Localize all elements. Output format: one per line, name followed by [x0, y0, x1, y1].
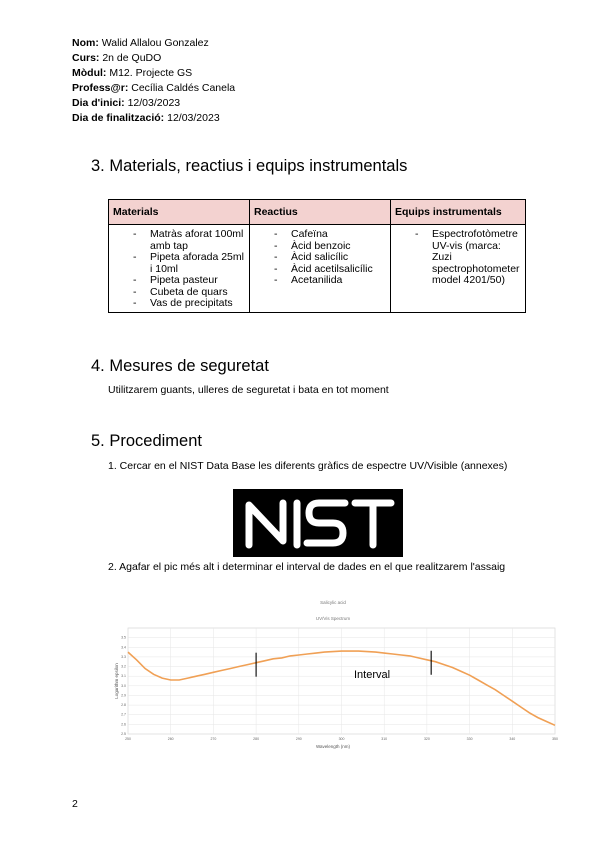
x-tick-label: 350: [552, 737, 558, 741]
header-row-module: Mòdul: M12. Projecte GS: [72, 67, 193, 79]
equips-cell: [391, 225, 526, 313]
y-tick-label: 2.5: [121, 732, 126, 736]
x-tick-label: 280: [253, 737, 260, 741]
section-5-title: 5. Procediment: [91, 432, 202, 450]
list-item: - Vas de precipitats: [113, 298, 245, 310]
list-item: - Pipeta aforada 25ml i 10ml: [113, 252, 245, 275]
header-reactius: Reactius: [250, 200, 391, 225]
x-tick-label: 300: [338, 737, 345, 741]
y-tick-label: 3.0: [121, 683, 126, 688]
section-4-title: 4. Mesures de seguretat: [91, 357, 269, 375]
page-number: 2: [72, 798, 78, 810]
y-tick-label: 2.7: [121, 712, 126, 717]
interval-annotation: Interval: [354, 669, 391, 681]
chart-title: Salicylic acid: [320, 600, 346, 605]
y-tick-label: 3.5: [121, 635, 126, 640]
x-tick-label: 310: [381, 737, 388, 741]
list-item: - Àcid salicílic: [254, 252, 386, 264]
x-axis-label: Wavelength (nm): [315, 744, 351, 749]
list-item: - Matràs aforat 100ml amb tap: [113, 229, 245, 252]
list-item: - Àcid benzoic: [254, 241, 386, 253]
uv-vis-chart: [108, 596, 558, 756]
nist-logo-icon: [233, 489, 403, 557]
y-tick-label: 2.8: [121, 703, 126, 708]
nist-logo: [233, 489, 403, 557]
section-3-title: 3. Materials, reactius i equips instrumentals: [91, 157, 408, 175]
header-equips: Equips instrumentals: [391, 200, 526, 225]
header-row-teacher: Profess@r: Cecília Caldés Canela: [72, 82, 236, 94]
y-tick-label: 3.3: [121, 654, 126, 659]
x-tick-label: 260: [167, 737, 174, 741]
list-item: - Cafeïna: [254, 229, 386, 241]
chart-subtitle: UV/Vis Spectrum: [315, 616, 351, 621]
header-row-end-date: Dia de finalització: 12/03/2023: [72, 112, 220, 124]
list-item: - Acetanilida: [254, 275, 386, 287]
chart-svg: [108, 596, 558, 756]
x-tick-label: 340: [509, 737, 516, 741]
safety-text: Utilitzarem guants, ulleres de seguretat i bata en tot moment: [108, 384, 389, 396]
y-tick-label: 2.6: [121, 722, 126, 727]
header-row-start-date: Dia d'inici: 12/03/2023: [72, 97, 181, 109]
table-header-row: [109, 200, 526, 225]
table-row: [109, 225, 526, 313]
y-tick-label: 3.2: [121, 664, 126, 669]
step-1-text: 1. Cercar en el NIST Data Base les diferents gràfics de espectre UV/Visible (annexes): [108, 460, 508, 472]
x-tick-label: 320: [423, 737, 430, 741]
x-tick-label: 250: [125, 737, 131, 741]
materials-table: [108, 199, 526, 313]
header-materials: Materials: [109, 200, 250, 225]
y-axis-label: Logarithm epsilon: [114, 663, 119, 699]
list-item: - Pipeta pasteur: [113, 275, 245, 287]
header-row-course: Curs: 2n de QuDO: [72, 52, 162, 64]
materials-cell: [109, 225, 250, 313]
y-tick-label: 2.9: [121, 693, 126, 698]
x-tick-label: 270: [210, 737, 217, 741]
list-item: - Espectrofotòmetre UV-vis (marca: Zuzi spectrophotometer model 4201/50): [395, 229, 521, 287]
y-tick-label: 3.4: [121, 645, 126, 650]
list-item: - Cubeta de quars: [113, 287, 245, 299]
x-tick-label: 290: [295, 737, 302, 741]
document-header: [72, 36, 235, 126]
header-row-name: Nom: Walid Allalou Gonzalez: [72, 37, 209, 49]
reactius-cell: [250, 225, 391, 313]
x-tick-label: 330: [466, 737, 473, 741]
list-item: - Àcid acetilsalicílic: [254, 264, 386, 276]
step-2-text: 2. Agafar el pic més alt i determinar el interval de dades en el que realitzarem l'assaig: [108, 561, 506, 573]
y-tick-label: 3.1: [121, 674, 126, 679]
